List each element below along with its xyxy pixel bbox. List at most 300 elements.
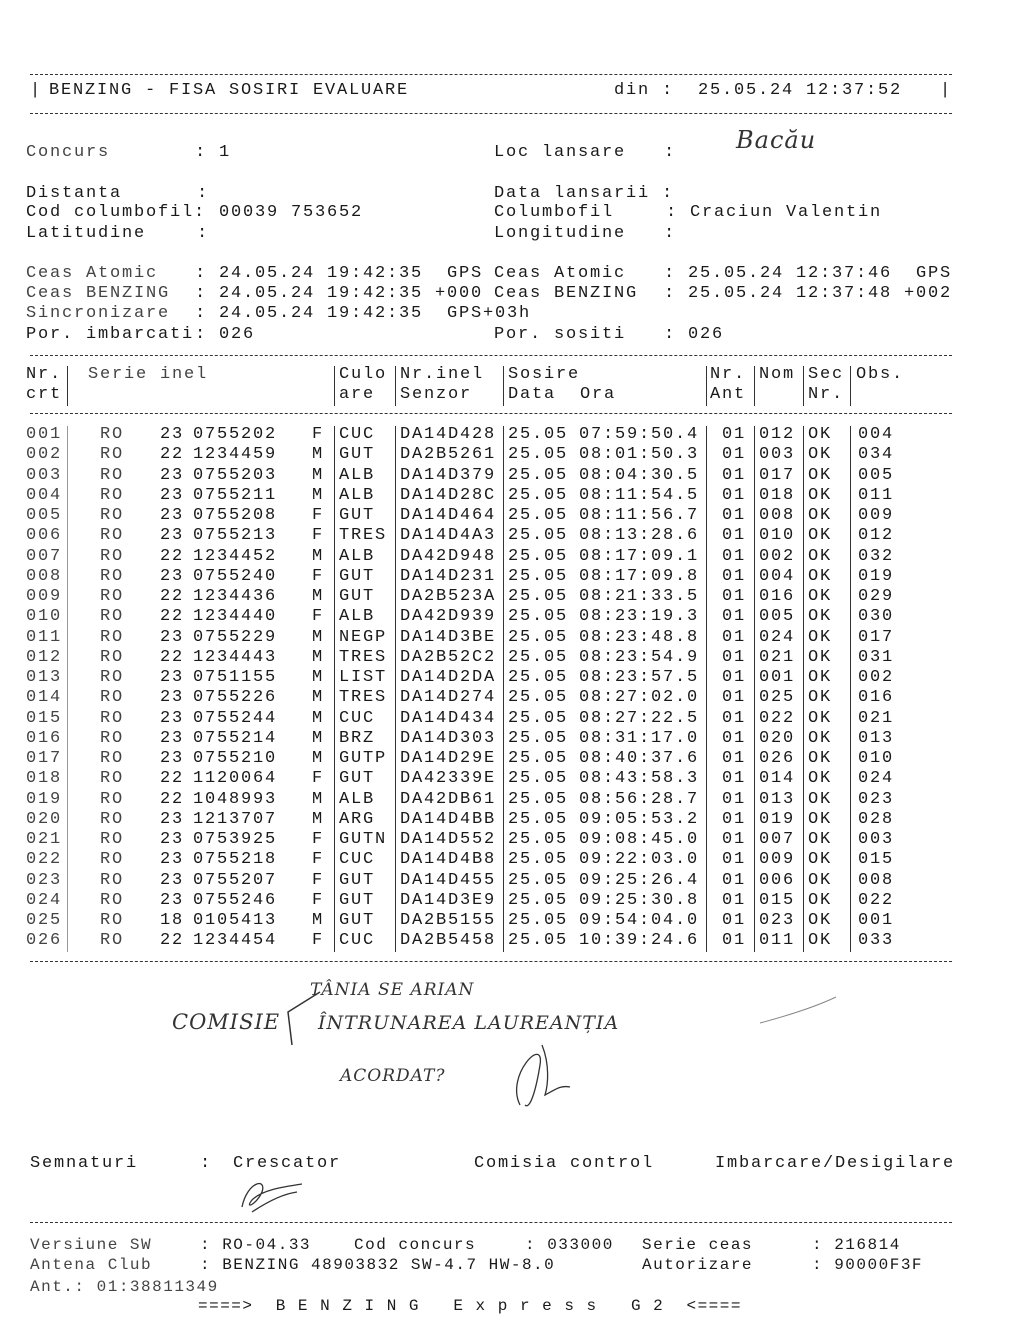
cell-sec: OK (808, 789, 833, 809)
signatures-label: Semnaturi (30, 1154, 139, 1173)
cell-crt: 008 (26, 566, 63, 586)
cell-serie-country: RO (100, 708, 125, 728)
cell-serie-country: RO (100, 546, 125, 566)
col-rule (803, 366, 804, 406)
clock-left-value: : 24.05.24 19:42:35 +000 (195, 284, 484, 303)
cell-crt: 002 (26, 445, 63, 465)
cell-serie-number: 0755213 (193, 526, 278, 546)
cell-sec: OK (808, 465, 833, 485)
cell-crt: 012 (26, 647, 63, 667)
cell-sex: F (312, 526, 325, 546)
cell-ant: 01 (722, 607, 747, 627)
col-header-serie: Serie inel (88, 365, 209, 384)
cell-arrival-time: 08:40:37.6 (579, 749, 700, 768)
cell-color: LIST (339, 668, 388, 687)
cell-sensor: DA14D29E (400, 749, 497, 768)
cell-nom: 004 (759, 566, 796, 586)
cell-obs: 034 (858, 445, 895, 465)
cell-obs: 003 (858, 830, 895, 849)
cell-serie-year: 23 (160, 485, 185, 505)
cell-sec: OK (808, 850, 833, 870)
cell-sex: M (312, 647, 325, 667)
cell-serie-number: 1120064 (193, 769, 278, 789)
cell-ant: 01 (722, 485, 747, 505)
border-right: | (940, 81, 953, 100)
table-row (0, 486, 1024, 506)
cell-ant: 01 (722, 425, 747, 444)
cell-ant: 01 (722, 728, 747, 748)
cell-crt: 005 (26, 506, 63, 525)
cell-crt: 011 (26, 627, 63, 647)
cell-serie-country: RO (100, 445, 125, 465)
cell-serie-year: 23 (160, 668, 185, 687)
table-row (0, 526, 1024, 546)
cell-obs: 010 (858, 749, 895, 768)
cell-sensor: DA14D4BB (400, 809, 497, 829)
cell-sensor: DA2B5261 (400, 445, 497, 465)
table-row (0, 790, 1024, 810)
cell-serie-country: RO (100, 809, 125, 829)
cell-sensor: DA14D3E9 (400, 890, 497, 910)
cell-sex: F (312, 830, 325, 849)
cell-nom: 020 (759, 728, 796, 748)
cell-serie-year: 18 (160, 911, 185, 930)
cell-ant: 01 (722, 749, 747, 768)
cell-arrival-date: 25.05 (508, 809, 569, 829)
cell-sensor: DA14D428 (400, 425, 497, 444)
cell-serie-country: RO (100, 607, 125, 627)
cell-sex: F (312, 850, 325, 870)
distanta-value: : (197, 184, 210, 203)
cell-serie-year: 22 (160, 546, 185, 566)
cell-sex: F (312, 769, 325, 789)
cell-arrival-time: 08:43:58.3 (579, 769, 700, 789)
cell-obs: 023 (858, 789, 895, 809)
signatures-colon: : (200, 1154, 213, 1173)
cell-arrival-date: 25.05 (508, 749, 569, 768)
cell-color: GUT (339, 445, 376, 465)
cell-ant: 01 (722, 627, 747, 647)
antena-id: Ant.: 01:38811349 (30, 1278, 219, 1296)
cell-serie-number: 0755218 (193, 850, 278, 870)
cell-obs: 009 (858, 506, 895, 525)
cell-serie-year: 23 (160, 465, 185, 485)
cell-color: TRES (339, 688, 388, 708)
cell-arrival-date: 25.05 (508, 668, 569, 687)
cell-sensor: DA2B523A (400, 587, 497, 606)
cell-crt: 017 (26, 749, 63, 768)
col-rule (706, 366, 707, 406)
col-header-crt: crt (26, 385, 63, 404)
cell-serie-year: 23 (160, 708, 185, 728)
cell-obs: 028 (858, 809, 895, 829)
cell-sensor: DA14D464 (400, 506, 497, 525)
cell-ant: 01 (722, 445, 747, 465)
cell-nom: 021 (759, 647, 796, 667)
cell-serie-year: 22 (160, 445, 185, 465)
cell-serie-number: 1234459 (193, 445, 278, 465)
clock-right-value: : 25.05.24 12:37:46 GPS (664, 264, 953, 283)
cell-arrival-time: 08:23:19.3 (579, 607, 700, 627)
cell-serie-country: RO (100, 526, 125, 546)
cell-sensor: DA42D939 (400, 607, 497, 627)
cell-color: BRZ (339, 728, 376, 748)
cell-sex: M (312, 465, 325, 485)
table-row (0, 466, 1024, 486)
cell-obs: 032 (858, 546, 895, 566)
clock-right-label: Ceas Atomic (494, 264, 627, 283)
cell-serie-country: RO (100, 870, 125, 890)
cell-nom: 025 (759, 688, 796, 708)
cell-crt: 014 (26, 688, 63, 708)
cell-serie-number: 0755207 (193, 870, 278, 890)
cell-arrival-date: 25.05 (508, 506, 569, 525)
cell-color: ALB (339, 607, 376, 627)
cell-color: ARG (339, 809, 376, 829)
cell-sex: F (312, 506, 325, 525)
document-date: 25.05.24 12:37:52 (698, 81, 903, 100)
cell-crt: 010 (26, 607, 63, 627)
col-header-sec: Sec (808, 365, 845, 384)
cell-serie-year: 23 (160, 728, 185, 748)
col-header-ant-2: Ant (710, 385, 747, 404)
cell-sex: F (312, 890, 325, 910)
cell-arrival-date: 25.05 (508, 445, 569, 465)
cell-sensor: DA14D4A3 (400, 526, 497, 546)
clock-left-value: : 24.05.24 19:42:35 GPS (195, 264, 484, 283)
clock-left-label: Ceas BENZING (26, 284, 171, 303)
handwritten-note: TÂNIA SE ARIAN (310, 980, 475, 1000)
cell-sex: M (312, 789, 325, 809)
cell-crt: 026 (26, 931, 63, 951)
cell-obs: 015 (858, 850, 895, 870)
cell-sec: OK (808, 911, 833, 930)
table-row (0, 668, 1024, 688)
cell-ant: 01 (722, 566, 747, 586)
loc-lansare-label: Loc lansare (494, 143, 627, 162)
cell-sec: OK (808, 890, 833, 910)
cell-serie-year: 23 (160, 830, 185, 849)
cell-crt: 025 (26, 911, 63, 930)
table-row (0, 769, 1024, 789)
cell-color: GUT (339, 587, 376, 606)
cell-serie-number: 1234436 (193, 587, 278, 606)
cell-nom: 008 (759, 506, 796, 525)
cell-crt: 022 (26, 850, 63, 870)
cell-arrival-time: 08:13:28.6 (579, 526, 700, 546)
cell-serie-country: RO (100, 911, 125, 930)
signature-comisia-label: Comisia control (474, 1154, 655, 1173)
col-rule (503, 366, 504, 406)
table-row (0, 871, 1024, 891)
cell-obs: 024 (858, 769, 895, 789)
cell-arrival-time: 08:31:17.0 (579, 728, 700, 748)
cell-serie-country: RO (100, 789, 125, 809)
clock-right-label: Ceas BENZING (494, 284, 639, 303)
cell-serie-number: 0755208 (193, 506, 278, 525)
cell-color: CUC (339, 850, 376, 870)
cell-color: CUC (339, 425, 376, 444)
distanta-label: Distanta (26, 184, 123, 203)
cell-color: NEGP (339, 627, 388, 647)
serie-ceas-value: : 216814 (812, 1236, 901, 1254)
divider (30, 1222, 952, 1223)
cell-sex: M (312, 587, 325, 606)
cell-sec: OK (808, 485, 833, 505)
divider (30, 74, 952, 75)
cell-arrival-time: 09:25:30.8 (579, 890, 700, 910)
cell-obs: 004 (858, 425, 895, 444)
cell-serie-number: 0755240 (193, 566, 278, 586)
cell-arrival-date: 25.05 (508, 566, 569, 586)
data-lansarii-label: Data lansarii : (494, 184, 675, 203)
cell-serie-number: 0751155 (193, 668, 278, 687)
cell-nom: 009 (759, 850, 796, 870)
cell-serie-number: 0755226 (193, 688, 278, 708)
cell-ant: 01 (722, 688, 747, 708)
col-rule (334, 366, 335, 406)
handwritten-note: ÎNTRUNAREA LAUREANȚIA (318, 1012, 620, 1034)
cell-sec: OK (808, 607, 833, 627)
table-row (0, 425, 1024, 445)
cell-serie-number: 1234443 (193, 647, 278, 667)
versiune-label: Versiune SW (30, 1236, 153, 1254)
cell-arrival-time: 09:05:53.2 (579, 809, 700, 829)
cell-sex: M (312, 708, 325, 728)
clock-left-label: Por. imbarcati (26, 325, 195, 344)
cell-crt: 006 (26, 526, 63, 546)
columbofil-label: Columbofil (494, 203, 615, 222)
cell-sec: OK (808, 445, 833, 465)
cell-nom: 010 (759, 526, 796, 546)
cell-ant: 01 (722, 647, 747, 667)
columbofil-value: : Craciun Valentin (666, 203, 883, 222)
cell-serie-country: RO (100, 931, 125, 951)
cell-color: GUTN (339, 830, 388, 849)
cell-serie-year: 23 (160, 526, 185, 546)
cell-arrival-time: 09:54:04.0 (579, 911, 700, 930)
cell-arrival-time: 07:59:50.4 (579, 425, 700, 444)
col-rule (67, 366, 68, 406)
cell-arrival-date: 25.05 (508, 526, 569, 546)
cell-obs: 011 (858, 485, 895, 505)
cell-nom: 022 (759, 708, 796, 728)
cell-serie-country: RO (100, 627, 125, 647)
cell-sensor: DA14D552 (400, 830, 497, 849)
cell-serie-country: RO (100, 425, 125, 444)
cell-serie-number: 0755229 (193, 627, 278, 647)
cell-sec: OK (808, 668, 833, 687)
cell-color: TRES (339, 647, 388, 667)
cell-obs: 022 (858, 890, 895, 910)
table-row (0, 891, 1024, 911)
antena-value: : BENZING 48903832 SW-4.7 HW-8.0 (200, 1256, 556, 1274)
cell-sec: OK (808, 830, 833, 849)
cell-ant: 01 (722, 708, 747, 728)
signature-crescator-label: Crescator (233, 1154, 342, 1173)
cell-serie-year: 23 (160, 850, 185, 870)
cell-nom: 023 (759, 911, 796, 930)
cell-crt: 001 (26, 425, 63, 444)
table-row (0, 810, 1024, 830)
cell-arrival-date: 25.05 (508, 890, 569, 910)
cell-arrival-time: 08:04:30.5 (579, 465, 700, 485)
cell-sec: OK (808, 749, 833, 768)
loc-lansare-handwritten: Bacău (736, 126, 817, 154)
cell-obs: 002 (858, 668, 895, 687)
cell-serie-number: 0755246 (193, 890, 278, 910)
cell-crt: 013 (26, 668, 63, 687)
footer-banner: ====> B E N Z I N G E x p r e s s G 2 <==== (198, 1297, 742, 1315)
table-row (0, 709, 1024, 729)
handwritten-note: COMISIE (172, 1010, 281, 1034)
cell-obs: 021 (858, 708, 895, 728)
divider (30, 113, 952, 114)
cell-arrival-date: 25.05 (508, 708, 569, 728)
cod-concurs-value: : 033000 (525, 1236, 614, 1254)
cell-arrival-time: 09:25:26.4 (579, 870, 700, 890)
table-row (0, 931, 1024, 951)
cell-serie-number: 1234454 (193, 931, 278, 951)
date-label: din : (614, 81, 675, 100)
cell-color: GUTP (339, 749, 388, 768)
clock-left-value: : 026 (195, 325, 256, 344)
col-header-ant: Nr. (710, 365, 747, 384)
versiune-value: : RO-04.33 (200, 1236, 312, 1254)
cell-sec: OK (808, 870, 833, 890)
cell-sensor: DA2B52C2 (400, 647, 497, 667)
cell-serie-number: 0755214 (193, 728, 278, 748)
cell-serie-country: RO (100, 485, 125, 505)
col-header-culoare-2: are (339, 385, 376, 404)
cell-sec: OK (808, 425, 833, 444)
cell-obs: 013 (858, 728, 895, 748)
cell-ant: 01 (722, 506, 747, 525)
cell-arrival-date: 25.05 (508, 830, 569, 849)
cell-sex: M (312, 668, 325, 687)
cell-crt: 015 (26, 708, 63, 728)
cell-nom: 019 (759, 809, 796, 829)
cell-serie-number: 0755203 (193, 465, 278, 485)
cell-serie-country: RO (100, 566, 125, 586)
table-row (0, 587, 1024, 607)
clock-left-label: Ceas Atomic (26, 264, 159, 283)
cell-obs: 016 (858, 688, 895, 708)
table-row (0, 688, 1024, 708)
cell-nom: 005 (759, 607, 796, 627)
col-header-culoare: Culo (339, 365, 388, 384)
cell-sec: OK (808, 688, 833, 708)
signature-imbarcare-label: Imbarcare/Desigilare (715, 1154, 956, 1173)
cell-nom: 011 (759, 931, 796, 951)
cell-arrival-time: 08:23:54.9 (579, 647, 700, 667)
cell-nom: 024 (759, 627, 796, 647)
antena-label: Antena Club (30, 1256, 153, 1274)
cell-sec: OK (808, 566, 833, 586)
cell-nom: 001 (759, 668, 796, 687)
cell-sensor: DA14D379 (400, 465, 497, 485)
cell-sex: F (312, 931, 325, 951)
cell-sensor: DA14D4B8 (400, 850, 497, 870)
cell-arrival-date: 25.05 (508, 688, 569, 708)
cell-arrival-date: 25.05 (508, 728, 569, 748)
cell-arrival-time: 09:08:45.0 (579, 830, 700, 849)
cell-arrival-date: 25.05 (508, 870, 569, 890)
pen-stroke (760, 985, 840, 1025)
cell-sex: M (312, 749, 325, 768)
table-row (0, 830, 1024, 850)
loc-lansare-colon: : (664, 143, 677, 162)
cell-ant: 01 (722, 911, 747, 930)
cell-sec: OK (808, 506, 833, 525)
cell-crt: 024 (26, 890, 63, 910)
cell-arrival-date: 25.05 (508, 546, 569, 566)
cell-obs: 008 (858, 870, 895, 890)
cell-sec: OK (808, 546, 833, 566)
divider (30, 355, 952, 356)
cod-concurs-label: Cod concurs (354, 1236, 477, 1254)
cell-obs: 001 (858, 911, 895, 930)
cell-serie-year: 23 (160, 890, 185, 910)
cell-arrival-time: 08:21:33.5 (579, 587, 700, 606)
cell-sex: M (312, 546, 325, 566)
cell-serie-country: RO (100, 587, 125, 606)
cell-sec: OK (808, 708, 833, 728)
cell-serie-number: 0753925 (193, 830, 278, 849)
cell-obs: 029 (858, 587, 895, 606)
cell-sex: F (312, 607, 325, 627)
cell-serie-number: 0755244 (193, 708, 278, 728)
cell-crt: 018 (26, 769, 63, 789)
cell-ant: 01 (722, 830, 747, 849)
cell-sec: OK (808, 587, 833, 606)
cell-obs: 031 (858, 647, 895, 667)
cell-ant: 01 (722, 931, 747, 951)
cell-serie-year: 22 (160, 931, 185, 951)
cell-color: GUT (339, 506, 376, 525)
cell-arrival-time: 08:11:54.5 (579, 485, 700, 505)
concurs-label: Concurs (26, 143, 111, 162)
border-left: | (30, 81, 43, 100)
cell-serie-year: 22 (160, 607, 185, 627)
table-row (0, 567, 1024, 587)
cell-sex: F (312, 425, 325, 444)
col-header-sosire-2: Data Ora (508, 385, 617, 404)
cell-serie-year: 22 (160, 647, 185, 667)
cell-nom: 007 (759, 830, 796, 849)
cell-arrival-time: 08:17:09.1 (579, 546, 700, 566)
cell-nom: 012 (759, 425, 796, 444)
cell-serie-country: RO (100, 647, 125, 667)
cell-serie-country: RO (100, 668, 125, 687)
cell-crt: 019 (26, 789, 63, 809)
cell-sensor: DA2B5155 (400, 911, 497, 930)
cell-arrival-time: 08:17:09.8 (579, 566, 700, 586)
cell-ant: 01 (722, 769, 747, 789)
autorizare-label: Autorizare (642, 1256, 754, 1274)
cell-serie-year: 23 (160, 566, 185, 586)
cell-sec: OK (808, 769, 833, 789)
handwritten-signature (500, 1035, 600, 1115)
cell-arrival-date: 25.05 (508, 465, 569, 485)
cell-obs: 019 (858, 566, 895, 586)
clock-right-value: : 25.05.24 12:37:48 +002 (664, 284, 953, 303)
cell-sensor: DA14D434 (400, 708, 497, 728)
col-header-sec-2: Nr. (808, 385, 845, 404)
col-rule (754, 366, 755, 406)
cell-arrival-time: 08:56:28.7 (579, 789, 700, 809)
clock-right-value: : 026 (664, 325, 725, 344)
